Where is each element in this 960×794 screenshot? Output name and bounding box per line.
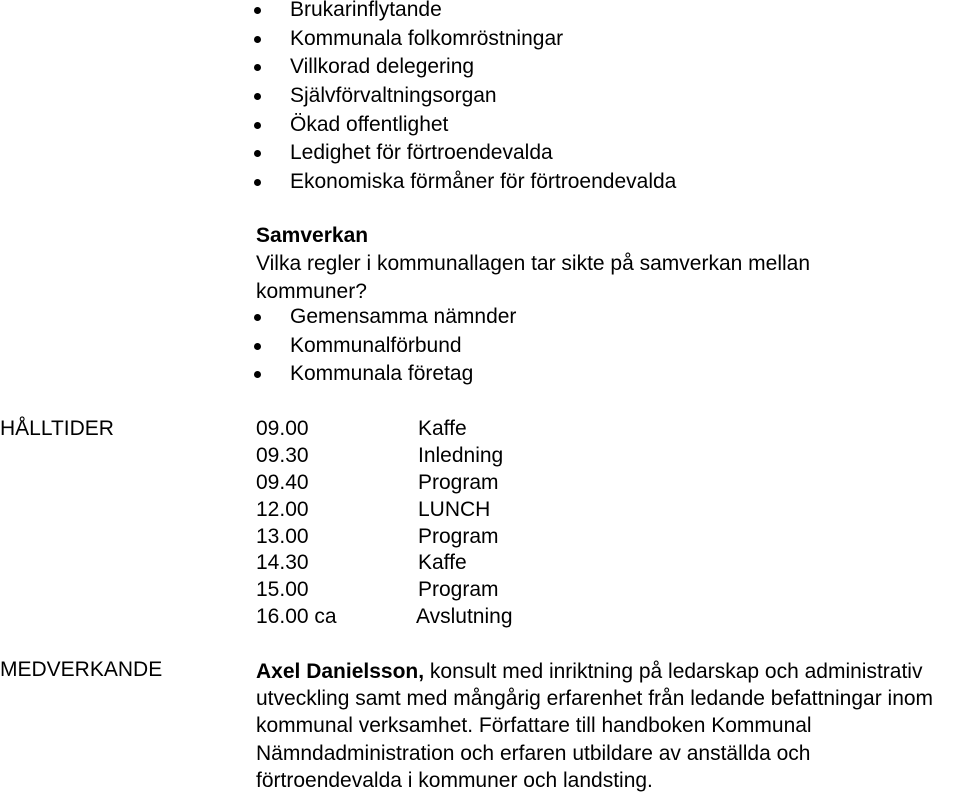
list-item-text: Självförvaltningsorgan [290,84,497,108]
schedule-event: Program [418,578,499,602]
list-item-text: Gemensamma nämnder [290,305,517,328]
schedule-event: Program [418,470,499,494]
list-item-text: Ekonomiska förmåner för förtroendevalda [290,170,677,194]
bullet-icon [254,64,261,71]
schedule-time: 13.00 [256,524,309,548]
list-item [0,0,676,25]
bullet-icon [254,371,261,378]
list-item [0,25,676,54]
bullet-icon [254,314,261,321]
schedule-time: 09.40 [256,470,309,494]
halltider-label: HÅLLTIDER [0,417,114,440]
list-item [0,111,676,140]
schedule-time: 16.00 ca [256,605,337,629]
schedule-time: 09.00 [256,417,309,440]
bullet-icon [254,36,261,43]
samverkan-list [0,303,516,389]
list-item-text: Ökad offentlighet [290,112,449,136]
bullet-icon [254,150,261,157]
list-item-text: Kommunalförbund [290,333,462,357]
schedule-time: 12.00 [256,497,309,521]
schedule-event: Kaffe [418,551,467,575]
bullet-icon [254,343,261,350]
bullet-icon [254,122,261,129]
medverkande-label: MEDVERKANDE [0,658,163,681]
list-item-text: Brukarinflytande [290,0,442,21]
section-heading: Samverkan [256,224,369,247]
list-item [0,332,516,361]
list-item [0,168,676,197]
participant-bio: konsult med inriktning på ledarskap och administrativ utveckling samt med mångårig erfarenhet från ledande befattningar inom kommunal verksamhet. Författare till handboken Kommunal Nämndadministration och erfaren utbildare av anställda och förtroendevalda i kommuner och landsting. [256,660,934,792]
bullet-icon [254,93,261,100]
list-item-text: Villkorad delegering [290,55,475,79]
reform-list [0,0,676,197]
schedule-event: Program [418,524,499,548]
list-item [0,303,516,332]
schedule-time: 09.30 [256,443,309,467]
list-item [0,360,516,389]
list-item-text: Kommunala folkomröstningar [290,26,564,50]
participant-name: Axel Danielsson, [256,660,425,683]
bullet-icon [254,179,261,186]
schedule-time: 15.00 [256,578,309,602]
schedule-time: 14.30 [256,551,309,575]
list-item [0,139,676,168]
list-item [0,82,676,111]
bullet-icon [254,7,261,14]
medverkande-description [256,658,956,794]
schedule-event: Inledning [418,443,504,467]
schedule-event: LUNCH [418,497,491,521]
section-question: Vilka regler i kommunallagen tar sikte på samverkan mellan kommuner? [256,252,811,303]
list-item-text: Kommunala företag [290,362,474,386]
samverkan-section [256,222,916,306]
schedule-event: Avslutning [416,605,513,629]
schedule-event: Kaffe [418,417,467,440]
list-item [0,53,676,82]
list-item-text: Ledighet för förtroendevalda [290,141,553,165]
